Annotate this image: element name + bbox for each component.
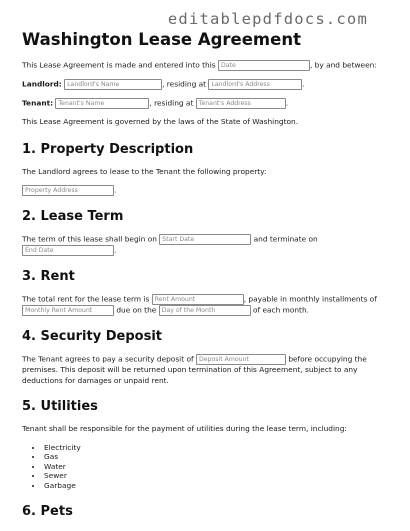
property-heading: 1. Property Description (22, 141, 194, 157)
utilities-heading: 5. Utilities (22, 399, 98, 414)
utilities-text: Tenant shall be responsible for the payment of utilities during the lease term, including: (22, 424, 347, 433)
deposit-heading: 4. Security Deposit (22, 329, 162, 344)
date-field[interactable]: Date (218, 60, 310, 71)
deposit-text-before: The Tenant agrees to pay a security deposit of (22, 354, 196, 364)
landlord-end: . (302, 79, 305, 89)
site-watermark: editablepdfdocs.com (167, 10, 368, 28)
landlord-line (22, 79, 388, 90)
tenant-line (22, 98, 388, 109)
tenant-name-field[interactable]: Tenant's Name (55, 98, 149, 109)
rent-heading: 3. Rent (22, 269, 75, 284)
document-title: Washington Lease Agreement (22, 30, 301, 49)
deposit-amount-field[interactable]: Deposit Amount (196, 354, 286, 365)
term-end: . (114, 245, 117, 255)
property-text: The Landlord agrees to lease to the Tenant the following property: (22, 166, 267, 176)
rent-text-due: due on the (114, 305, 159, 315)
deposit-text-after: before occupying the premises. This deposit will be returned upon termination of this Agreement, subject to any deductions for damages or unpaid rent. (22, 354, 367, 385)
intro-text-after: , by and between: (309, 60, 377, 70)
lease-term-text (22, 234, 388, 256)
property-address-field[interactable]: Property Address (22, 185, 114, 196)
day-of-month-field[interactable]: Day of the Month (159, 305, 251, 316)
list-item: • Water (43, 462, 388, 472)
property-line (22, 185, 388, 196)
intro-text-before: This Lease Agreement is made and entered into this (22, 60, 218, 70)
deposit-text (22, 354, 388, 386)
term-text-before: The term of this lease shall begin on (22, 234, 160, 244)
pets-heading: 6. Pets (22, 504, 73, 520)
list-item: • Sewer (43, 471, 388, 481)
tenant-end: . (285, 98, 289, 108)
landlord-address-field[interactable]: Landlord's Address (208, 79, 302, 90)
end-date-field[interactable]: End Date (22, 245, 114, 256)
list-item: • Gas (43, 452, 388, 462)
rent-text (22, 294, 388, 316)
landlord-label: Landlord: (22, 79, 62, 89)
rent-text-before: The total rent for the lease term is (22, 294, 152, 304)
rent-text-after: of each month. (250, 305, 309, 315)
lease-document (22, 30, 388, 529)
property-end: . (114, 185, 117, 195)
tenant-label: Tenant: (22, 98, 54, 108)
intro-paragraph (22, 60, 388, 71)
landlord-name-field[interactable]: Landlord's Name (64, 79, 162, 90)
rent-amount-field[interactable]: Rent Amount (152, 294, 244, 305)
start-date-field[interactable]: Start Date (159, 234, 251, 245)
governing-law: This Lease Agreement is governed by the laws of the State of Washington. (22, 117, 299, 126)
tenant-address-field[interactable]: Tenant's Address (196, 98, 286, 109)
rent-text-middle: , payable in monthly installments of (243, 294, 377, 304)
list-item: • Electricity (43, 443, 388, 453)
tenant-residing-text: , residing at (149, 98, 194, 108)
monthly-rent-field[interactable]: Monthly Rent Amount (22, 305, 114, 316)
utilities-list (22, 443, 388, 491)
term-text-middle: and terminate on (251, 234, 318, 244)
list-item: • Garbage (43, 481, 388, 491)
landlord-residing-text: , residing at (162, 79, 207, 89)
lease-term-heading: 2. Lease Term (22, 209, 124, 224)
